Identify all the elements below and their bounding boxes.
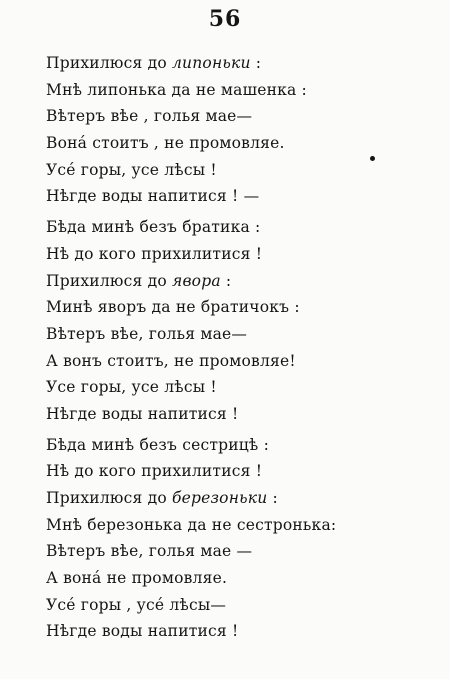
line-tail: : bbox=[220, 271, 232, 290]
line-text: А вона́ не промовляе. bbox=[46, 569, 228, 588]
line-text: Вѣтеръ вѣе, голья мае — bbox=[46, 542, 253, 561]
line-text: Прихилюся до bbox=[46, 489, 172, 507]
line-italic-word: липоньки bbox=[171, 54, 251, 72]
line-tail: : bbox=[267, 489, 278, 507]
poem-line bbox=[46, 321, 436, 348]
poem-line bbox=[46, 130, 436, 157]
page-number: 56 bbox=[208, 6, 242, 32]
poem-line bbox=[46, 294, 436, 321]
poem-line bbox=[46, 50, 436, 77]
poem-text bbox=[46, 50, 436, 645]
line-text: Вѣтеръ вѣе, голья мае— bbox=[46, 324, 248, 343]
poem-line bbox=[46, 401, 436, 428]
poem-line bbox=[46, 374, 436, 401]
line-text: Нѣ до кого прихилитися ! bbox=[46, 244, 263, 263]
poem-line bbox=[46, 183, 436, 210]
line-text: Нѣ до кого прихилитися ! bbox=[46, 462, 263, 481]
poem-line bbox=[46, 157, 436, 184]
line-text: Минѣ яворъ да не братичокъ : bbox=[46, 298, 300, 317]
poem-line bbox=[46, 565, 436, 592]
line-text: Нѣгде воды напитися ! bbox=[46, 404, 239, 423]
poem-line bbox=[46, 512, 436, 539]
line-text: Мнѣ липонька да не машенка : bbox=[46, 80, 307, 99]
poem-line bbox=[46, 268, 436, 295]
line-italic-word: явора bbox=[171, 271, 221, 290]
poem-line bbox=[46, 103, 436, 130]
line-text: Мнѣ березонька да не сестронька: bbox=[46, 515, 337, 534]
poem-line bbox=[46, 432, 436, 459]
poem-line bbox=[46, 348, 436, 375]
line-text: А вонъ стоитъ, не промовляе! bbox=[46, 351, 296, 370]
line-text: Нѣгде воды напитися ! — bbox=[46, 187, 260, 206]
line-text: Вона́ стоитъ , не промовляе. bbox=[46, 134, 285, 153]
poem-line bbox=[46, 458, 436, 485]
line-text: Вѣтеръ вѣе , голья мае— bbox=[46, 107, 253, 126]
poem-line bbox=[46, 538, 436, 565]
poem-line bbox=[46, 241, 436, 268]
line-text: Бѣда минѣ безъ братика : bbox=[46, 218, 261, 237]
poem-line bbox=[46, 77, 436, 104]
poem-line bbox=[46, 214, 436, 241]
line-text: Прихилюся до bbox=[46, 54, 172, 72]
line-text: Усе горы, усе лѣсы ! bbox=[46, 378, 217, 397]
line-tail: : bbox=[250, 54, 262, 72]
line-text: Бѣда минѣ безъ сестрицѣ : bbox=[46, 435, 270, 454]
poem-line bbox=[46, 618, 436, 645]
ink-speck bbox=[370, 156, 375, 161]
line-text: Прихилюся до bbox=[46, 271, 172, 290]
line-italic-word: березоньки bbox=[171, 489, 268, 507]
line-text: Усе́ горы, усе лѣсы ! bbox=[46, 160, 217, 179]
line-text: Нѣгде воды напитися ! bbox=[46, 622, 239, 641]
poem-line bbox=[46, 485, 436, 512]
line-text: Усе́ горы , усе́ лѣсы— bbox=[46, 595, 227, 614]
poem-line bbox=[46, 592, 436, 619]
